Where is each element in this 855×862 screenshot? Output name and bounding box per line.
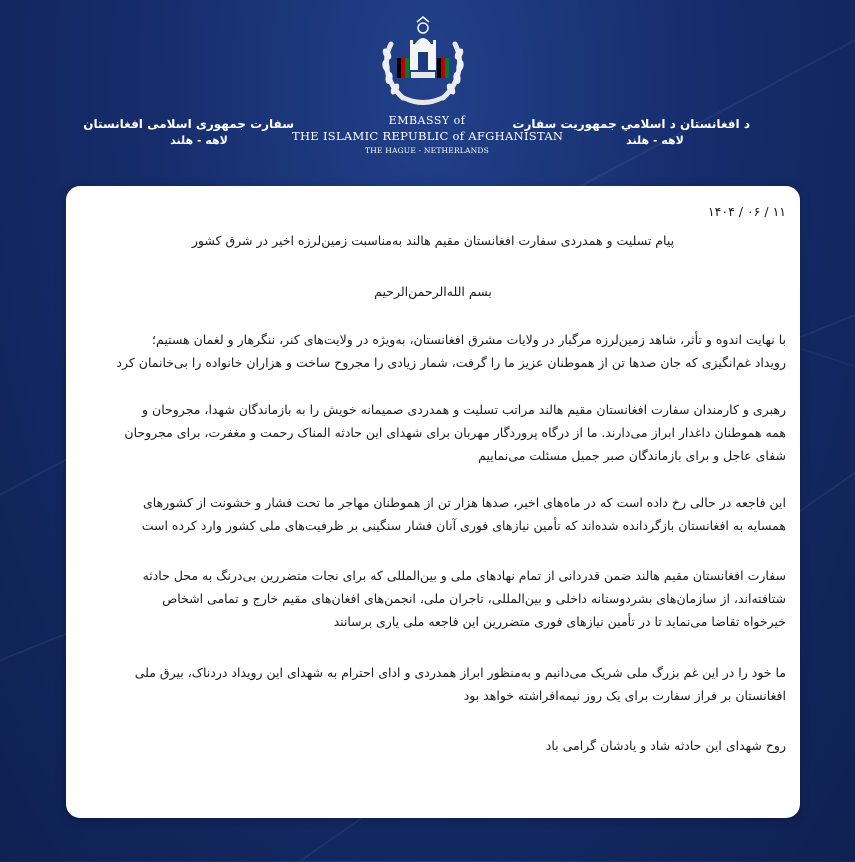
dari-org-name: سفارت جمهوری اسلامی افغانستان	[83, 117, 294, 131]
paragraph-line: با نهایت اندوه و تأثر، شاهد زمین‌لرزه مرگبار در ولایات مشرق افغانستان، به‌ویژه در ولایت‌های کنر، ننگرهار و لغمان هستیم؛	[152, 332, 786, 347]
paragraph-line: رویداد غم‌انگیزی که جان صدها تن از هموطنان عزیز ما را گرفت، شمار زیادی را مجروح ساخت و هزاران خانواده را بی‌خانمان کرد	[116, 355, 786, 370]
bismillah: بسم الله‌الرحمن‌الرحیم	[374, 284, 492, 299]
paragraph-line: همسایه به افغانستان بازگردانده شده‌اند که تأمین نیازهای فوری آنان فشار سنگینی بر ظرفیت‌های ملی کشور وارد کرده است	[141, 518, 786, 533]
letter-card	[66, 186, 800, 818]
afghanistan-emblem-icon	[373, 14, 473, 110]
paragraph-4	[76, 564, 786, 633]
english-line-3: THE HAGUE - NETHERLANDS	[365, 146, 489, 155]
paragraph-line: روح شهدای این حادثه شاد و یادشان گرامی باد	[545, 738, 786, 753]
paragraph-line: شفای عاجل و برای بازماندگان صبر جمیل مسئلت می‌نماییم	[478, 448, 786, 463]
dari-header	[83, 116, 294, 150]
paragraph-3	[76, 491, 786, 537]
paragraph-line: خیرخواه تقاضا می‌نماید تا در تأمین نیازهای فوری متضررین این فاجعه ملی یاری برسانند	[333, 614, 786, 629]
paragraph-line: سفارت افغانستان مقیم هالند ضمن قدردانی از تمام نهادهای ملی و بین‌المللی که برای نجات متضررین بی‌درنگ به محل حادثه	[142, 568, 786, 583]
pashto-org-name: د افغانستان د اسلامي جمهوريت سفارت	[512, 117, 750, 131]
paragraph-line: این فاجعه در حالی رخ داده است که در ماه‌های اخیر، صدها هزار تن از هموطنان مهاجر ما تحت فشار و خشونت از کشورهای	[142, 495, 786, 510]
english-line-1: EMBASSY of	[388, 114, 466, 127]
paragraph-line: رهبری و کارمندان سفارت افغانستان مقیم هالند مراتب تسلیت و همدردی صمیمانه خویش را به بازماندگان شهدا، مجروحان و	[142, 402, 786, 417]
paragraph-line: همه هموطنان داغدار ابراز می‌دارند. ما از درگاه پروردگار مهربان برای شهدای این حادثه المناک رحمت و مغفرت، برای مجروحان	[124, 425, 786, 440]
paragraph-line: افغانستان بر فراز سفارت برای یک روز نیمه‌افراشته خواهد بود	[463, 688, 786, 703]
paragraph-2	[76, 398, 786, 467]
letter-title: پیام تسلیت و همدردی سفارت افغانستان مقیم هالند به‌مناسبت زمین‌لرزه اخیر در شرق کشور	[191, 233, 675, 248]
paragraph-5	[76, 661, 786, 707]
pashto-city: لاهه - هلند	[626, 134, 684, 147]
paragraph-line: ما خود را در این غم بزرگ ملی شریک می‌دانیم و به‌منظور ابراز همدردی و ادای احترام به شهدای این رویداد دردناک، بیرق ملی	[134, 665, 786, 680]
letter-date: ۱۱ / ۰۶ / ۱۴۰۴	[707, 204, 786, 219]
paragraph-line: شتافته‌اند، از سازمان‌های بشردوستانه داخلی و بین‌المللی، تاجران ملی، انجمن‌های افغان‌های مقیم خارج و تمامی اشخاص	[162, 591, 786, 606]
paragraph-6	[76, 734, 786, 757]
paragraph-1	[76, 328, 786, 374]
english-line-2: THE ISLAMIC REPUBLIC of AFGHANISTAN	[292, 129, 564, 143]
pashto-header	[512, 116, 750, 150]
dari-city: لاهه - هلند	[170, 134, 228, 147]
